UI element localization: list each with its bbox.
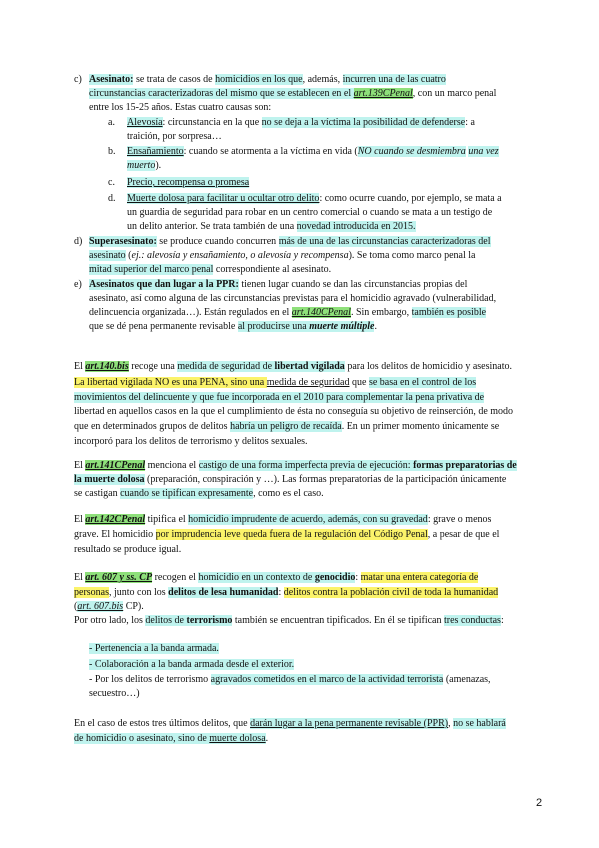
list-marker: e) [74,279,82,290]
list-item: - Por los delitos de terrorismo agravados cometidos en el marco de la actividad terrorista (amenazas, [89,674,491,685]
paragraph-line: Por otro lado, los delitos de terrorismo también se encuentran tipificados. En él se tipifican tres conductas: [74,615,504,626]
sub-item-muerte-dolosa-line: un delito anterior. Se trata también de una novedad introducida en 2015. [127,221,416,232]
list-marker: d) [74,236,83,247]
paragraph-line: (art. 607.bis CP). [74,601,144,612]
paragraph-line: La libertad vigilada NO es una PENA, sino una medida de seguridad que se basa en el control de los [74,377,477,388]
page-number: 2 [536,797,543,809]
list-marker: c) [74,74,82,85]
sub-item-precio-line: Precio, recompensa o promesa [127,177,250,188]
paragraph-line: El art. 607 y ss. CP recogen el homicidio en un contexto de genocidio: matar una entera categoría de [74,572,479,583]
list-item-asesinato-line: entre los 15-25 años. Estas cuatro causas son: [89,102,272,113]
sub-item-alevosia-line: traición, por sorpresa… [127,131,222,142]
list-marker: a. [108,117,115,128]
list-item-superasesinato-line: Superasesinato: se produce cuando concurren más de una de las circunstancias caracterizadoras del [89,236,491,247]
list-item: - Pertenencia a la banda armada. [89,643,219,654]
list-item-superasesinato-line: mitad superior del marco penal correspondiente al asesinato. [89,264,332,275]
paragraph-line: resultado se produce igual. [74,544,182,555]
list-marker: b. [108,146,116,157]
list-item-ppr-line: asesinato, así como alguna de las circunstancias previstas para el homicidio agravado (vulnerabilidad, [89,293,497,304]
paragraph-line: El art.140.bis recoge una medida de seguridad de libertad vigilada para los delitos de homicidio y asesinato. [74,361,512,372]
sub-item-muerte-dolosa-line: Muerte dolosa para facilitar u ocultar otro delito: como ocurre cuando, por ejemplo, se mata a [127,193,502,204]
sub-item-alevosia-line: Alevosía: circunstancia en la que no se deja a la víctima la posibilidad de defenderse: a [127,117,475,128]
paragraph-line: la muerte dolosa (preparación, conspiración y …). Las formas preparatorias de la participación únicamente [74,474,507,485]
paragraph-line: En el caso de estos tres últimos delitos, que darán lugar a la pena permanente revisable (PPR), no se hablará [74,718,506,729]
list-item: secuestro…) [89,688,140,699]
paragraph-line: de homicidio o asesinato, sino de muerte dolosa. [74,733,269,744]
list-item-ppr-line: que se dé pena permanente revisable al producirse una muerte múltiple. [89,321,377,332]
list-item-ppr-line: delincuencia organizada…). Están regulados en el art.140CPenal. Sin embargo, también es posible [89,307,487,318]
paragraph-line: que en determinados grupos de delitos habría un peligro de recaída. En un primer momento únicamente se [74,421,500,432]
sub-item-ensanamiento-line: muerto). [127,160,162,171]
paragraph-line: El art.141CPenal menciona el castigo de una forma imperfecta previa de ejecución: formas preparatorias de [74,460,517,471]
paragraph-line: se castigan cuando se tipifican expresamente, como es el caso. [74,488,324,499]
list-marker: d. [108,193,116,204]
sub-item-muerte-dolosa-line: un guardia de seguridad para robar en un centro comercial o cuando se mata a un testigo de [127,207,493,218]
paragraph-line: El art.142CPenal tipifica el homicidio imprudente de acuerdo, además, con su gravedad: grave o menos [74,514,492,525]
paragraph-line: incorporó para los delitos de terrorismo y delitos sexuales. [74,436,308,447]
paragraph-line: libertad en aquellos casos en la que el cumplimiento de ésta no conseguía su objetivo de reinserción, de modo [74,406,514,417]
list-item-ppr-line: Asesinatos que dan lugar a la PPR: tienen lugar cuando se dan las circunstancias propias del [89,279,468,290]
list-item: - Colaboración a la banda armada desde el exterior. [89,659,295,670]
paragraph-line: personas, junto con los delitos de lesa humanidad: delitos contra la población civil de toda la humanidad [74,587,499,598]
sub-item-ensanamiento-line: Ensañamiento: cuando se atormenta a la víctima en vida (NO cuando se desmiembra una vez [127,146,499,157]
list-item-asesinato-line: circunstancias caracterizadoras del mismo que se establecen en el art.139CPenal, con un marco penal [89,88,497,99]
list-item-superasesinato-line: asesinato (ej.: alevosía y ensañamiento, o alevosía y recompensa). Se toma como marco penal la [89,250,476,261]
list-marker: c. [108,177,115,188]
list-item-asesinato-line: Asesinato: se trata de casos de homicidios en los que, además, incurren una de las cuatro [89,74,446,85]
paragraph-line: grave. El homicidio por imprudencia leve queda fuera de la regulación del Código Penal, a pesar de que el [74,529,500,540]
paragraph-line: movimientos del delincuente y que fue incorporada en el 2010 para complementar la pena privativa de [74,392,485,403]
